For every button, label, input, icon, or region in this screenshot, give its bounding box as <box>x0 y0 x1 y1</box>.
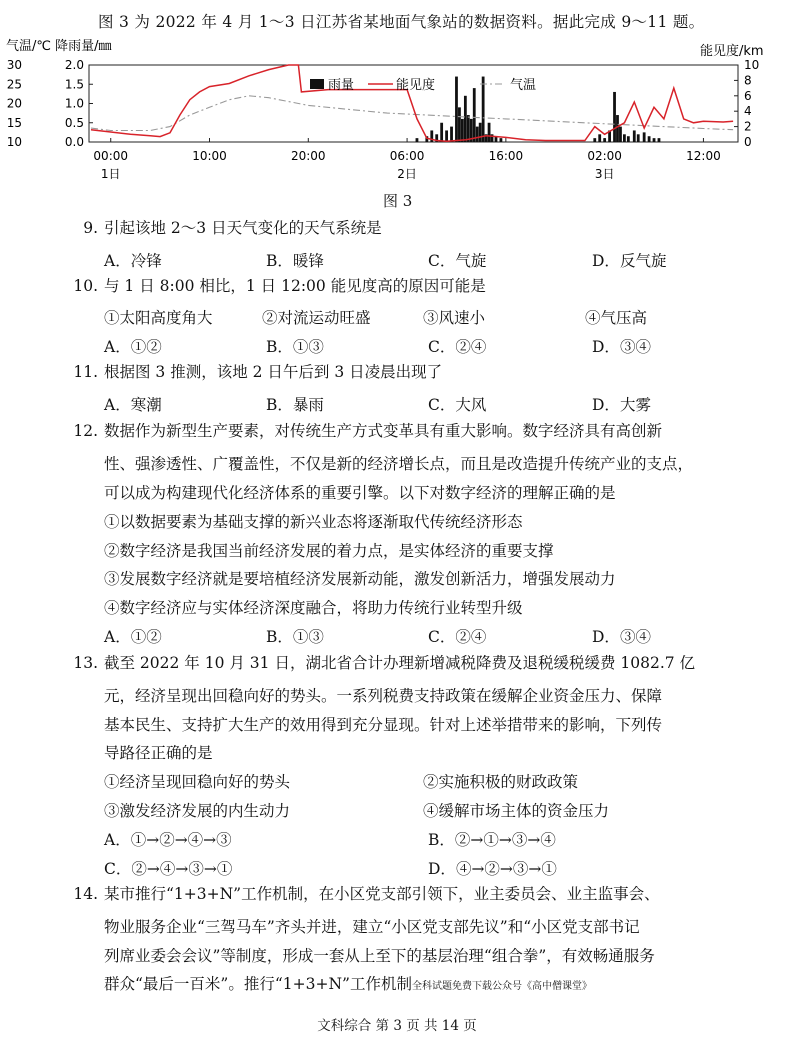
rain-bar <box>476 127 479 142</box>
option-a[interactable] <box>104 393 162 415</box>
option-text: ①③ <box>292 628 324 646</box>
question-12 <box>58 417 662 446</box>
option-text: ①② <box>130 338 162 356</box>
rain-bar <box>464 96 467 142</box>
option-key: C． <box>428 396 456 414</box>
temp-tick-label: 20 <box>6 96 22 111</box>
option-key: D． <box>428 860 456 878</box>
question-stem-line: 元，经济呈现出回稳向好的势头。一系列税费支持政策在缓解企业资金压力、保障 <box>104 687 663 705</box>
option-text: ②④ <box>455 338 487 356</box>
rain-bar <box>643 132 646 142</box>
statement-4: ④数字经济应与实体经济深度融合，将助力传统行业转型升级 <box>104 599 523 617</box>
option-text: ②④ <box>455 628 487 646</box>
option-c[interactable] <box>104 857 232 879</box>
rain-bar <box>461 119 464 142</box>
day-label: 2日 <box>397 167 417 181</box>
rain-tick-label: 1.5 <box>64 77 84 92</box>
page-footer: 文科综合 第 3 页 共 14 页 <box>317 1018 477 1034</box>
rain-bar <box>455 77 458 142</box>
option-text: 寒潮 <box>130 396 162 414</box>
temp-tick-label: 15 <box>6 115 22 130</box>
question-stem-line: 性、强渗透性、广覆盖性，不仅是新的经济增长点，而且是改造提升传统产业的支点， <box>104 455 694 473</box>
legend-temperature-label: 气温 <box>510 78 537 93</box>
option-key: A． <box>104 831 131 849</box>
option-d[interactable] <box>592 249 666 271</box>
option-key: C． <box>428 252 456 270</box>
option-key: D． <box>592 338 620 356</box>
rain-tick-label: 0.0 <box>64 135 84 149</box>
rain-tick-label: 0.5 <box>64 115 84 130</box>
rain-bar <box>458 107 461 142</box>
option-key: B． <box>266 338 293 356</box>
rain-bar <box>598 134 601 142</box>
option-key: D． <box>592 628 620 646</box>
option-text: ③④ <box>619 628 651 646</box>
option-d[interactable] <box>592 335 651 357</box>
time-tick-label: 12:00 <box>686 149 721 163</box>
rain-bar <box>416 138 419 142</box>
question-stem-line <box>104 972 592 994</box>
temp-tick-label: 10 <box>6 135 22 149</box>
rain-bar <box>593 138 596 142</box>
statement-1: ①以数据要素为基础支撑的新兴业态将逐渐取代传统经济形态 <box>104 513 523 531</box>
statement-3: ③激发经济发展的内生动力 <box>104 802 291 820</box>
option-d[interactable] <box>592 393 651 415</box>
rain-bar <box>658 138 661 142</box>
question-9 <box>58 214 382 243</box>
option-key: C． <box>428 338 456 356</box>
figure-caption: 图 3 <box>383 192 413 210</box>
rain-bar <box>613 92 616 142</box>
option-a[interactable] <box>104 335 162 357</box>
rain-bar <box>616 115 619 142</box>
visibility-tick-label: 4 <box>744 104 752 119</box>
option-key: D． <box>592 396 620 414</box>
question-10 <box>58 272 486 301</box>
question-stem: 根据图 3 推测，该地 2 日午后到 3 日凌晨出现了 <box>104 363 443 381</box>
day-label: 1日 <box>100 167 121 181</box>
question-stem-line: 数据作为新型生产要素，对传统生产方式变革具有重大影响。数字经济具有高创新 <box>104 422 663 440</box>
option-key: B． <box>266 628 293 646</box>
option-b[interactable] <box>266 393 324 415</box>
watermark-text: 全科试题免费下载公众号《高中僧课堂》 <box>411 981 592 992</box>
rain-tick-label: 2.0 <box>64 58 84 72</box>
left-axis-label: 气温/℃ 降雨量/㎜ <box>6 39 112 54</box>
question-number: 14. <box>73 885 98 903</box>
chart-legend <box>310 77 536 93</box>
visibility-tick-label: 6 <box>744 88 752 103</box>
question-number: 11. <box>73 363 98 381</box>
visibility-tick-label: 2 <box>744 119 752 134</box>
rain-bar <box>473 88 476 142</box>
option-a[interactable] <box>104 625 162 647</box>
option-b[interactable] <box>266 249 324 271</box>
rain-bar <box>440 123 443 142</box>
rain-bar <box>445 130 448 142</box>
temperature-series-line <box>91 96 733 131</box>
rain-bars <box>416 77 661 142</box>
option-text: 反气旋 <box>619 252 667 270</box>
question-14 <box>58 880 660 909</box>
right-axis-label: 能见度/km <box>700 44 764 59</box>
day-label: 3日 <box>594 167 615 181</box>
question-number: 9. <box>83 219 98 237</box>
statement-2: ②实施积极的财政政策 <box>423 773 579 791</box>
question-stem-line: 某市推行“1+3+N”工作机制，在小区党支部引领下，业主委员会、业主监事会、 <box>104 885 660 903</box>
question-intro: 图 3 为 2022 年 4 月 1～3 日江苏省某地面气象站的数据资料。据此完成 9～11 题。 <box>98 13 705 31</box>
option-text: 暖锋 <box>292 252 324 270</box>
statement-2: ②对流运动旺盛 <box>262 309 371 327</box>
legend-visibility-label: 能见度 <box>396 78 436 93</box>
option-key: B． <box>266 252 293 270</box>
time-tick-label: 00:00 <box>93 149 129 163</box>
option-key: C． <box>428 628 456 646</box>
stem-text: 群众“最后一百米”。推行“1+3+N”工作机制 <box>104 975 412 993</box>
statement-3: ③风速小 <box>423 309 486 327</box>
option-text: 冷锋 <box>130 252 162 270</box>
option-text: 大风 <box>455 396 487 414</box>
option-text: ②→④→③→① <box>131 860 233 878</box>
option-c[interactable] <box>428 393 486 415</box>
question-stem-line: 基本民生、支持扩大生产的效用得到充分显现。针对上述举措带来的影响，下列传 <box>104 716 663 734</box>
option-text: ②→①→③→④ <box>454 831 556 849</box>
time-tick-label: 16:00 <box>488 149 524 163</box>
statement-3: ③发展数字经济就是要培植经济发展新动能，激发创新活力，增强发展动力 <box>104 570 616 588</box>
statement-4: ④气压高 <box>585 309 648 327</box>
question-stem: 引起该地 2～3 日天气变化的天气系统是 <box>104 219 382 237</box>
time-tick-label: 02:00 <box>587 149 622 163</box>
legend-rain-swatch <box>310 79 324 89</box>
option-c[interactable] <box>428 625 486 647</box>
question-11 <box>58 358 442 387</box>
temp-axis-ticks <box>7 58 22 149</box>
question-stem: 与 1 日 8:00 相比，1 日 12:00 能见度高的原因可能是 <box>104 277 486 295</box>
rain-bar <box>619 127 622 142</box>
option-key: A． <box>104 338 131 356</box>
question-number: 13. <box>73 654 98 672</box>
rain-bar <box>467 115 470 142</box>
statement-2: ②数字经济是我国当前经济发展的着力点，是实体经济的重要支撑 <box>104 542 554 560</box>
rain-bar <box>479 123 482 142</box>
visibility-series-line <box>91 65 733 141</box>
rain-bar <box>653 138 656 142</box>
option-text: 暴雨 <box>292 396 324 414</box>
option-c[interactable] <box>428 249 486 271</box>
rain-bar <box>488 123 491 142</box>
statement-1: ①经济呈现回稳向好的势头 <box>104 773 291 791</box>
option-a[interactable] <box>104 249 162 271</box>
visibility-tick-label: 10 <box>744 58 760 72</box>
chart-svg <box>0 34 794 194</box>
question-stem-line: 可以成为构建现代化经济体系的重要引擎。以下对数字经济的理解正确的是 <box>104 484 616 502</box>
rain-tick-label: 1.0 <box>64 96 84 111</box>
rain-bar <box>648 136 651 142</box>
visibility-tick-label: 0 <box>744 135 752 149</box>
option-b[interactable] <box>266 625 324 647</box>
question-number: 12. <box>73 422 98 440</box>
option-text: ①② <box>130 628 162 646</box>
temp-tick-label: 25 <box>6 77 22 92</box>
figure-3-chart <box>0 34 794 194</box>
option-text: 大雾 <box>619 396 651 414</box>
rain-bar <box>603 138 606 142</box>
option-c[interactable] <box>428 335 486 357</box>
rain-bar <box>637 134 640 142</box>
rain-bar <box>482 77 485 142</box>
option-key: C． <box>104 860 132 878</box>
question-stem-line: 列席业委会会议”等制度，形成一套从上至下的基层治理“组合拳”，有效畅通服务 <box>104 947 655 965</box>
legend-rain-label: 雨量 <box>328 78 355 93</box>
time-tick-label: 06:00 <box>389 149 425 163</box>
option-key: A． <box>104 252 131 270</box>
option-text: 气旋 <box>455 252 487 270</box>
time-tick-label: 10:00 <box>192 149 227 163</box>
option-d[interactable] <box>592 625 651 647</box>
rain-bar <box>623 134 626 142</box>
rain-bar <box>450 127 453 142</box>
option-b[interactable] <box>266 335 324 357</box>
option-key: B． <box>266 396 293 414</box>
option-key: B． <box>428 831 455 849</box>
time-axis-ticks <box>93 138 720 181</box>
statement-4: ④缓解市场主体的资金压力 <box>423 802 610 820</box>
option-text: ④→②→③→① <box>455 860 557 878</box>
option-text: ①→②→④→③ <box>130 831 232 849</box>
rain-bar <box>627 136 630 142</box>
rain-bar <box>500 138 503 142</box>
statement-1: ①太阳高度角大 <box>104 309 213 327</box>
option-a[interactable] <box>104 828 232 850</box>
question-stem-line: 导路径正确的是 <box>104 744 213 762</box>
option-key: A． <box>104 628 131 646</box>
question-13 <box>58 649 695 678</box>
option-key: D． <box>592 252 620 270</box>
temp-tick-label: 30 <box>6 58 22 72</box>
option-d[interactable] <box>428 857 557 879</box>
visibility-tick-label: 8 <box>744 73 752 88</box>
time-tick-label: 20:00 <box>290 149 326 163</box>
option-b[interactable] <box>428 828 556 850</box>
question-stem-line: 物业服务企业“三驾马车”齐头并进，建立“小区党支部先议”和“小区党支部书记 <box>104 918 640 936</box>
plot-frame <box>89 65 738 142</box>
option-text: ③④ <box>619 338 651 356</box>
rain-bar <box>633 130 636 142</box>
option-text: ①③ <box>292 338 324 356</box>
question-number: 10. <box>73 277 98 295</box>
question-stem-line: 截至 2022 年 10 月 31 日，湖北省合计办理新增减税降费及退税缓税缓费 1082.7 亿 <box>104 654 696 672</box>
option-key: A． <box>104 396 131 414</box>
